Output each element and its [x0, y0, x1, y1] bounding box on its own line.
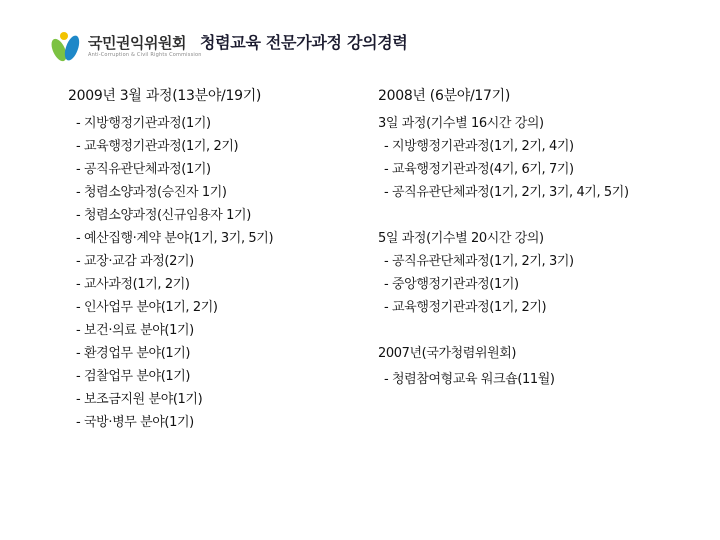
- list-item: - 청렴소양과정(승진자 1기): [76, 185, 227, 200]
- group-heading-2007: 2007년(국가청렴위원회): [378, 346, 517, 361]
- group-heading-3day: 3일 과정(기수별 16시간 강의): [378, 116, 544, 131]
- section-heading-2008: 2008년 (6분야/17기): [378, 88, 511, 104]
- commission-emblem-icon: [50, 30, 84, 66]
- list-item: - 공직유관단체과정(1기): [76, 162, 211, 177]
- logo-subtitle: Anti-Corruption & Civil Rights Commission: [88, 52, 202, 58]
- list-item: - 교육행정기관과정(1기, 2기): [384, 300, 547, 315]
- list-item: - 지방행정기관과정(1기): [76, 116, 211, 131]
- group-heading-5day: 5일 과정(기수별 20시간 강의): [378, 231, 544, 246]
- list-item: - 공직유관단체과정(1기, 2기, 3기): [384, 254, 574, 269]
- page-title: 청렴교육 전문가과정 강의경력: [200, 33, 408, 52]
- list-item: - 예산집행·계약 분야(1기, 3기, 5기): [76, 231, 274, 246]
- list-item: - 교장·교감 과정(2기): [76, 254, 194, 269]
- list-item: - 공직유관단체과정(1기, 2기, 3기, 4기, 5기): [384, 185, 629, 200]
- commission-logo: [50, 30, 202, 66]
- list-item: - 환경업무 분야(1기): [76, 346, 191, 361]
- list-item: - 국방·병무 분야(1기): [76, 415, 194, 430]
- logo-name: 국민권익위원회: [88, 34, 186, 52]
- list-item: - 중앙행정기관과정(1기): [384, 277, 519, 292]
- list-item: - 검찰업무 분야(1기): [76, 369, 191, 384]
- list-item: - 지방행정기관과정(1기, 2기, 4기): [384, 139, 574, 154]
- list-item: - 교사과정(1기, 2기): [76, 277, 190, 292]
- list-item: - 보조금지원 분야(1기): [76, 392, 203, 407]
- section-heading-2009: 2009년 3월 과정(13분야/19기): [68, 88, 262, 104]
- list-item: - 청렴참여형교육 워크숍(11월): [384, 372, 555, 387]
- list-item: - 청렴소양과정(신규임용자 1기): [76, 208, 251, 223]
- list-item: - 인사업무 분야(1기, 2기): [76, 300, 218, 315]
- list-item: - 교육행정기관과정(1기, 2기): [76, 139, 239, 154]
- list-item: - 보건·의료 분야(1기): [76, 323, 194, 338]
- list-item: - 교육행정기관과정(4기, 6기, 7기): [384, 162, 574, 177]
